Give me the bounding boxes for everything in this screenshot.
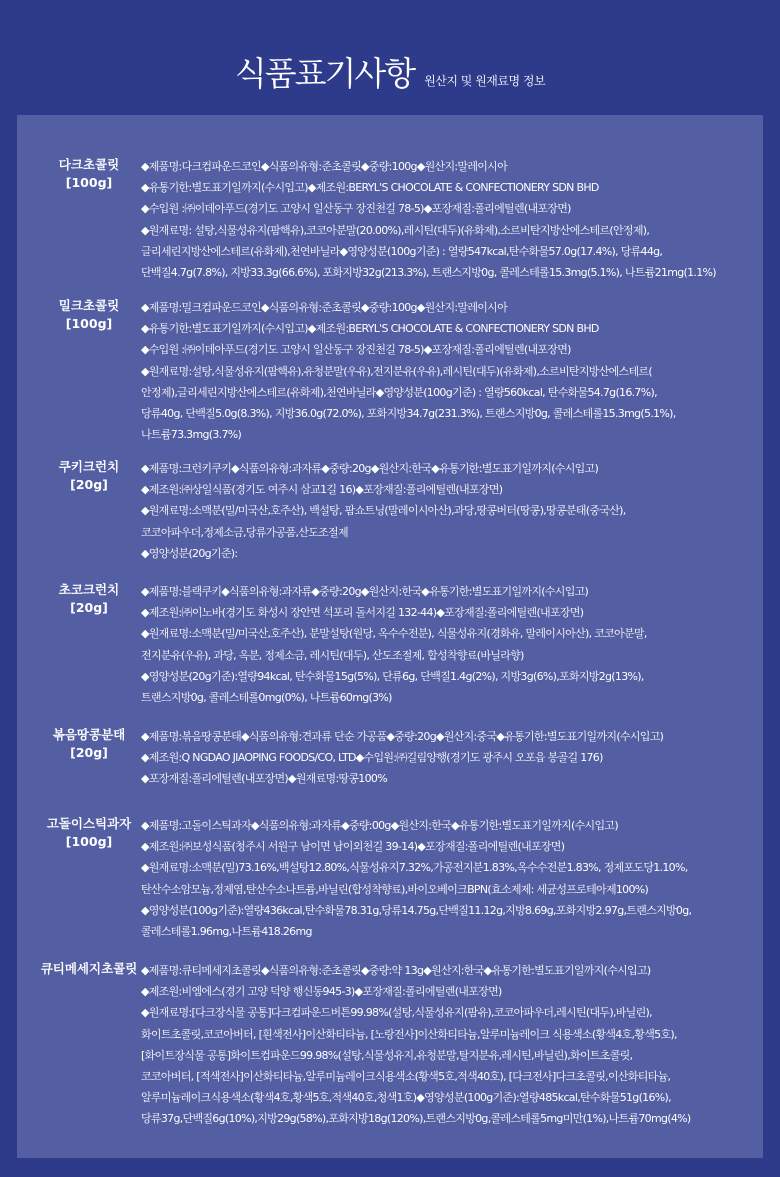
detail-line: ◆수입원 :㈜이데아푸드(경기도 고양시 일산동구 장진천길 78-5)◆포장재질:폴리에틸렌(내포장면) [141, 343, 571, 357]
detail-line: 화이트초콜릿,코코아버터, [흰색전사]이산화티타늄, [노랑전사]이산화티타늄,알루미늄레이크 식용색소(황색4호,황색5호), [141, 1027, 677, 1041]
detail-line: 나트륨73.3mg(3.7%) [141, 428, 242, 442]
detail-line: 당류37g,단백질6g(10%),지방29g(58%),포화지방18g(120%),트랜스지방0g,콜레스테롤5mg미만(1%),나트륨70mg(4%) [141, 1112, 691, 1126]
product-name: 고돌이스틱과자 [46, 816, 132, 831]
detail-line: ◆제품명:볶음땅콩분태◆식품의유형:견과류 단순 가공품◆중량:20g◆원산지:중국◆유통기한:별도표기일까지(수시입고) [141, 730, 664, 743]
detail-line: ◆원재료명:[다크장식물 공통]다크컴파운드버튼99.98%(설탕,식물성유지(팜유),코코아파우더,레시틴(대두),바닐린), [141, 1006, 652, 1020]
detail-line: 안정제),글리세린지방산에스테르(유화제),천연바닐라◆영양성분(100g기준) : 열량560kcal, 탄수화물54.7g(16.7%), [141, 385, 657, 399]
detail-line: [화이트장식물 공통]화이트컴파운드99.98%(설탕,식물성유지,유청분말,탈지분유,레시틴,바닐린),화이트초콜릿, [141, 1048, 633, 1062]
detail-line: ◆제품명:큐티메세지초콜릿◆식품의유형:준초콜릿◆중량:약 13g◆원산지:한국◆유통기한:별도표기일까지(수시입고) [141, 964, 651, 977]
detail-line: ◆제품명:밀크컴파운드코인◆식품의유형:준초콜릿◆중량:100g◆원산지:말레이시아 [141, 301, 508, 314]
product-label [29, 297, 149, 333]
detail-line: ◆포장재질:폴리에틸렌(내포장면)◆원재료명:땅콩100% [141, 772, 387, 786]
detail-line: 당류40g, 단백질5.0g(8.3%), 지방36.0g(72.0%), 포화지방34.7g(231.3%), 트랜스지방0g, 콜레스테롤15.3mg(5.1%), [141, 406, 676, 420]
detail-line: ◆제품명:블랙쿠키◆식품의유형:과자류◆중량:20g◆원산지:한국◆유통기한:별도표기일까지(수시입고) [141, 585, 589, 598]
detail-line: 단백질4.7g(7.8%), 지방33.3g(66.6%), 포화지방32g(213.3%), 트랜스지방0g, 콜레스테롤15.3mg(5.1%), 나트륨21mg(1.1%) [141, 265, 716, 279]
product-details [141, 960, 763, 1130]
detail-line: ◆영양성분(20g기준): [141, 546, 238, 560]
product-label [29, 960, 149, 978]
product-details [141, 815, 763, 942]
detail-line: ◆제조원:비엠에스(경기 고양 덕양 행신동945-3)◆포장재질:폴리에틸렌(내포장면) [141, 985, 502, 999]
detail-line: ◆원재료명:소맥분(밀/미국산,호주산), 분말설탕(원당, 옥수수전분), 식물성유지(경화유, 말레이시아산), 코코아분말, [141, 627, 647, 641]
product-label [29, 458, 149, 494]
detail-line: ◆제조원:㈜이노바(경기도 화성시 장안면 석포리 돌서지길 132-44)◆포장재질:폴리에틸렌(내포장면) [141, 606, 584, 620]
detail-line: ◆제조원:㈜상일식품(경기도 여주시 삼교1길 16)◆포장재질:폴리에틸렌(내포장면) [141, 483, 503, 497]
product-label [29, 815, 149, 851]
detail-line: ◆제조원:㈜보성식품(청주시 서원구 남이면 남이외천길 39-14)◆포장재질:폴리에틸렌(내포장면) [141, 840, 565, 854]
product-weight: [100g] [65, 316, 113, 331]
product-details [141, 458, 763, 564]
product-label [29, 581, 149, 617]
product-name: 볶음땅콩분태 [52, 727, 126, 742]
product-name: 다크초콜릿 [58, 157, 120, 172]
detail-line: 콜레스테롤1.96mg,나트륨418.26mg [141, 924, 312, 938]
detail-line: 코코아버터, [적색전사]이산화티타늄,알루미늄레이크식용색소(황색5호,적색40호), [다크전사]다크초콜릿,이산화티타늄, [141, 1069, 671, 1083]
detail-line: ◆원재료명:설탕,식물성유지(팜핵유),유청분말(우유),전지분유(우유),레시틴(대두)(유화제),소르비탄지방산에스테르( [141, 364, 652, 378]
detail-line: ◆원재료명:소맥분(밀/미국산,호주산), 백설탕, 팜쇼트닝(말레이시아산),과당,땅콩버터(땅콩),땅콩분태(중국산), [141, 504, 626, 518]
detail-line: ◆제품명:고돌이스틱과자◆식품의유형:과자류◆중량:00g◆원산지:한국◆유통기한:별도표기일까지(수시입고) [141, 819, 618, 832]
product-weight: [20g] [70, 477, 108, 492]
detail-line: ◆수입원 :㈜이데아푸드(경기도 고양시 일산동구 장진천길 78-5)◆포장재질:폴리에틸렌(내포장면) [141, 202, 571, 216]
product-name: 큐티메세지초콜릿 [40, 961, 138, 976]
detail-line: 탄산수소암모늄,정제염,탄산수소나트륨,바닐린(합성착향료),바이오베이크BPN(효소제제: 세균성프로테아제100%) [141, 882, 649, 896]
product-weight: [20g] [70, 600, 108, 615]
detail-line: 전지분유(우유), 과당, 옥분, 정제소금, 레시틴(대두), 산도조절제, 합성착향료(바닐라향) [141, 648, 524, 662]
product-name: 쿠키크런치 [58, 459, 120, 474]
product-details [141, 297, 763, 445]
product-info-panel [17, 115, 763, 1158]
page-header [0, 48, 780, 95]
product-weight: [100g] [65, 834, 113, 849]
detail-line: ◆유통기한:별도표기일까지(수시입고)◆제조원:BERYL'S CHOCOLATE & CONFECTIONERY SDN BHD [141, 181, 599, 195]
product-details [141, 581, 763, 708]
detail-line: ◆원재료명:소맥분(밀)73.16%,백설탕12.80%,식물성유지7.32%,가공전지분1.83%,옥수수전분1.83%, 정제포도당1.10%, [141, 861, 688, 875]
detail-line: 글리세린지방산에스테르(유화제),천연바닐라◆영양성분(100g기준) : 열량547kcal,탄수화물57.0g(17.4%), 당류44g, [141, 244, 663, 258]
product-label [29, 156, 149, 192]
detail-line: ◆유통기한:별도표기일까지(수시입고)◆제조원:BERYL'S CHOCOLATE & CONFECTIONERY SDN BHD [141, 322, 599, 336]
product-details [141, 726, 763, 790]
detail-line: ◆원재료명: 설탕,식물성유지(팜핵유),코코아분말(20.00%),레시틴(대두)(유화제),소르비탄지방산에스테르(안정제), [141, 223, 650, 237]
detail-line: 알루미늄레이크식용색소(황색4호,황색5호,적색40호,청색1호)◆영양성분(100g기준):열량485kcal,탄수화물51g(16%), [141, 1091, 671, 1105]
detail-line: ◆영양성분(100g기준):열량436kcal,탄수화물78.31g,당류14.75g,단백질11.12g,지방8.69g,포화지방2.97g,트랜스지방0g, [141, 903, 692, 917]
detail-line: 트랜스지방0g, 콜레스테롤0mg(0%), 나트륨60mg(3%) [141, 690, 392, 704]
product-weight: [100g] [65, 175, 113, 190]
detail-line: ◆제품명:다크컴파운드코인◆식품의유형:준초콜릿◆중량:100g◆원산지:말레이시아 [141, 160, 508, 173]
product-details [141, 156, 763, 283]
detail-line: ◆제품명:크런키쿠키◆식품의유형:과자류◆중량:20g◆원산지:한국◆유통기한:별도표기일까지(수시입고) [141, 462, 599, 475]
detail-line: ◆제조원:Q NGDAO JIAOPING FOODS/CO, LTD◆수입원:㈜길림양행(경기도 광주시 오포읍 봉골길 176) [141, 751, 603, 765]
detail-line: 코코아파우더,정제소금,당류가공품,산도조절제 [141, 525, 348, 539]
page-title: 식품표기사항 [234, 54, 415, 93]
product-weight: [20g] [70, 745, 108, 760]
product-name: 초코크런치 [58, 582, 120, 597]
detail-line: ◆영양성분(20g기준):열량94kcal, 탄수화물15g(5%), 단류6g, 단백질1.4g(2%), 지방3g(6%),포화지방2g(13%), [141, 669, 644, 683]
page-subtitle: 원산지 및 원재료명 정보 [424, 74, 546, 88]
product-label [29, 726, 149, 762]
product-name: 밀크초콜릿 [58, 298, 120, 313]
